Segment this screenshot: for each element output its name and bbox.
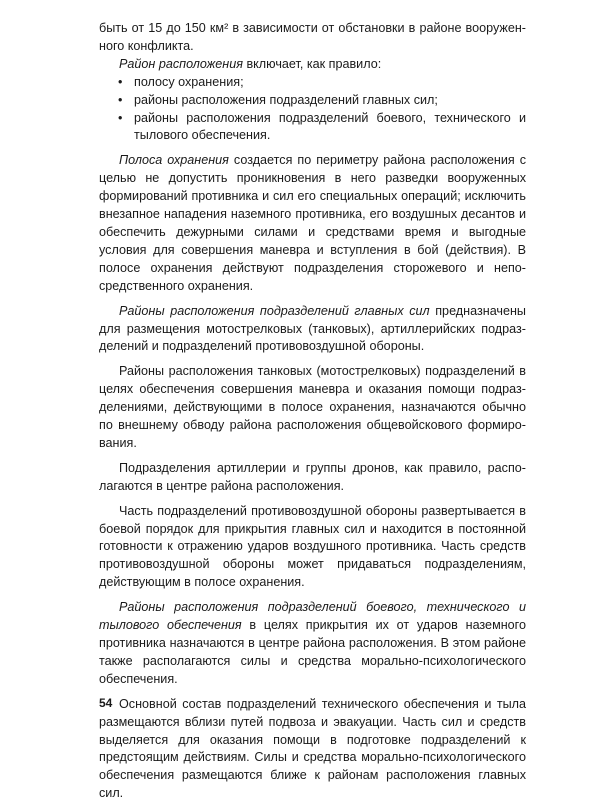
- paragraph-air-defense: Часть подразделений противовоздушной обороны развертывается в боевой порядок для прикрытия главных сил и находится в постоянной готовности к отражению ударов воздушного противника. Часть средств противовоздушной обороны может придаваться подразделениям, действующим в полосе охранения.: [99, 503, 526, 590]
- paragraph-support-units: Районы расположения подразделений боевого, технического и тылового обеспечения в целях прикрытия их от ударов наземного противника назначаются в центре района расположения. В этом районе также располагаются силы и средства морально-психологического обеспечения.: [99, 600, 527, 686]
- term-main-forces: Районы расположения подразделений главных сил: [119, 303, 430, 318]
- paragraph-security-zone: Полоса охранения создается по периметру района расположения с целью не допустить проникновения в него разведки вооруженных формирований противника и сил его специальных операций; исключить внезапное нападения наземного противника, его воздушных десантов и обеспечить дежурными силами и средствами время и выгодные условия для совершения маневра и вступления в бой (действия). В полосе охранения действуют подразделения сторожевого и непосредственного охранения.: [99, 153, 527, 293]
- term-security-zone: Полоса охранения: [119, 153, 229, 168]
- list-item: • районы расположения подразделений боевого, технического и тылового обеспечения.: [99, 110, 526, 146]
- term-deployment-area: Район расположения: [119, 56, 243, 71]
- list-item: • полосу охранения;: [99, 74, 526, 92]
- paragraph-technical-support: Основной состав подразделений технического обеспечения и тыла размещаются вблизи путей подвоза и эвакуации. Часть сил и средств выделяется для оказания помощи в подготовке подразделений к предстоящим действиям. Силы и средства морально-психологического обеспечения размещаются ближе к районам расположения главных сил.: [99, 696, 526, 801]
- paragraph-artillery: Подразделения артиллерии и группы дронов, как правило, располагаются в центре района расположения.: [99, 460, 526, 493]
- page-number: 54: [99, 696, 113, 710]
- paragraph-main-forces: Районы расположения подразделений главных сил предназначены для размещения мотострелковых (танковых), артиллерийских подразделений и подразделений противовоздушной обороны.: [99, 303, 526, 354]
- paragraph-continuation: быть от 15 до 150 км² в зависимости от обстановки в районе вооруженного конфликта.: [99, 21, 526, 53]
- paragraph-tank-units: Районы расположения танковых (мотострелковых) подразделений в целях обеспечения совершения маневра и оказания помощи подразделениями, действующими в полосе охранения, назначаются обычно по внешнему обводу района расположения общевойскового формирования.: [99, 364, 526, 450]
- list-item: • районы расположения подразделений главных сил;: [99, 92, 526, 110]
- deployment-area-list: [99, 74, 526, 146]
- paragraph-deployment-area: Район расположения включает, как правило:: [119, 56, 382, 71]
- term-support-units: Районы расположения подразделений боевого, технического и тылового обеспечения: [99, 600, 526, 633]
- page-body: [99, 20, 526, 803]
